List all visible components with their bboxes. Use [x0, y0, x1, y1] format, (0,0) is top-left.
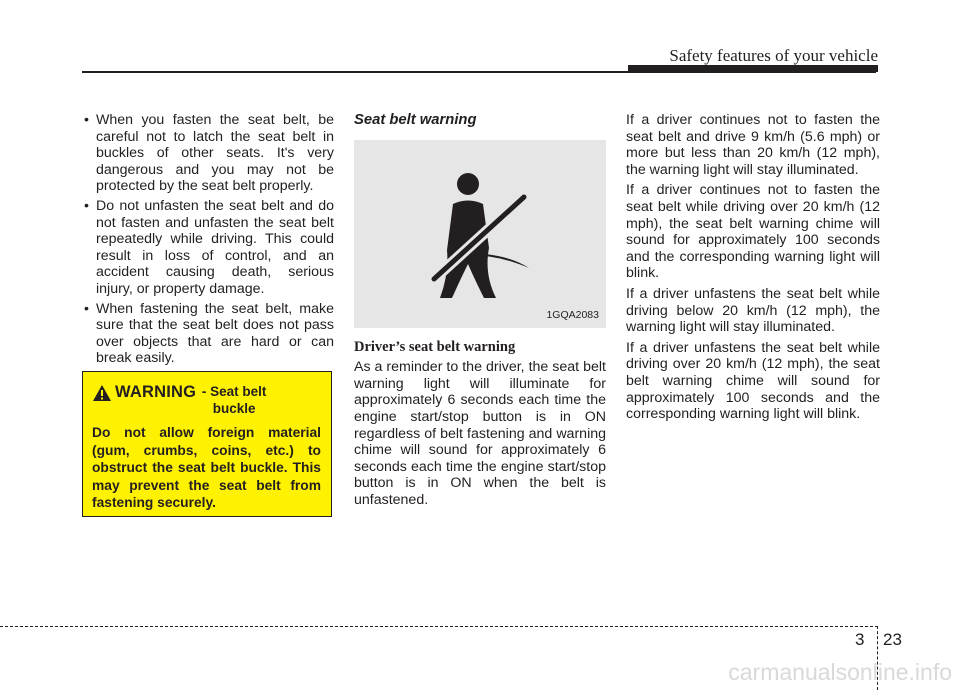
- warning-box: [82, 371, 332, 517]
- page-header-title: Safety features of your vehicle: [669, 46, 878, 65]
- middle-column: [354, 112, 606, 509]
- warning-title: WARNING: [115, 383, 197, 401]
- section-title: Seat belt warning: [354, 112, 477, 128]
- right-column: [626, 112, 880, 427]
- body-paragraph: If a driver unfastens the seat belt while driving below 20 km/h (12 mph), the warning light will stay illuminated.: [626, 285, 880, 336]
- bullet-list: [82, 112, 334, 367]
- warning-subtitle: - Seat belt buckle: [201, 384, 267, 416]
- warning-header: [83, 372, 331, 417]
- left-column: [82, 112, 334, 370]
- footer-rule: [0, 626, 878, 627]
- chapter-number: 3: [855, 630, 865, 649]
- figure-label: 1GQA2083: [546, 309, 599, 321]
- warning-triangle-icon: [92, 384, 112, 402]
- bullet-item: • When you fasten the seat belt, be careful not to latch the seat belt in buckles of other seats. It's very dangerous and you may not be protected by the seat belt properly.: [82, 112, 334, 195]
- page-number: 23: [883, 630, 902, 649]
- bullet-item: • Do not unfasten the seat belt and do not fasten and unfasten the seat belt repeatedly while driving. This could result in loss of control, and an accident causing death, serious injury, or property damage.: [82, 198, 334, 298]
- header-rule: [82, 71, 876, 73]
- warning-text: Do not allow foreign material (gum, crumbs, coins, etc.) to obstruct the seat belt buckle. This may prevent the seat belt from fastening securely.: [92, 425, 321, 510]
- seat-belt-warning-icon: [427, 170, 537, 300]
- body-paragraph: As a reminder to the driver, the seat belt warning light will illuminate for approximately 6 seconds each time the engine start/stop button is in ON regardless of belt fastening and warning chime will sound for approximately 6 seconds each time the engine start/stop button is in ON when the belt is unfastened.: [354, 359, 606, 508]
- body-paragraph: If a driver unfastens the seat belt while driving over 20 km/h (12 mph), the seat belt warning chime will sound for approximately 100 seconds and the corresponding warning light will blink.: [626, 339, 880, 423]
- body-paragraph: If a driver continues not to fasten the seat belt while driving over 20 km/h (12 mph), the seat belt warning chime will sound for approximately 100 seconds and the corresponding warning light will blink.: [626, 182, 880, 282]
- subsection-title: Driver’s seat belt warning: [354, 338, 516, 355]
- bullet-item: • When fastening the seat belt, make sure that the seat belt does not pass over objects that are hard or can break easily.: [82, 301, 334, 367]
- seat-belt-figure: [354, 140, 606, 328]
- watermark: carmanualsonline.info: [728, 659, 952, 685]
- body-paragraph: If a driver continues not to fasten the seat belt and drive 9 km/h (5.6 mph) or more but less than 20 km/h (12 mph), the warning light will stay illuminated.: [626, 112, 880, 178]
